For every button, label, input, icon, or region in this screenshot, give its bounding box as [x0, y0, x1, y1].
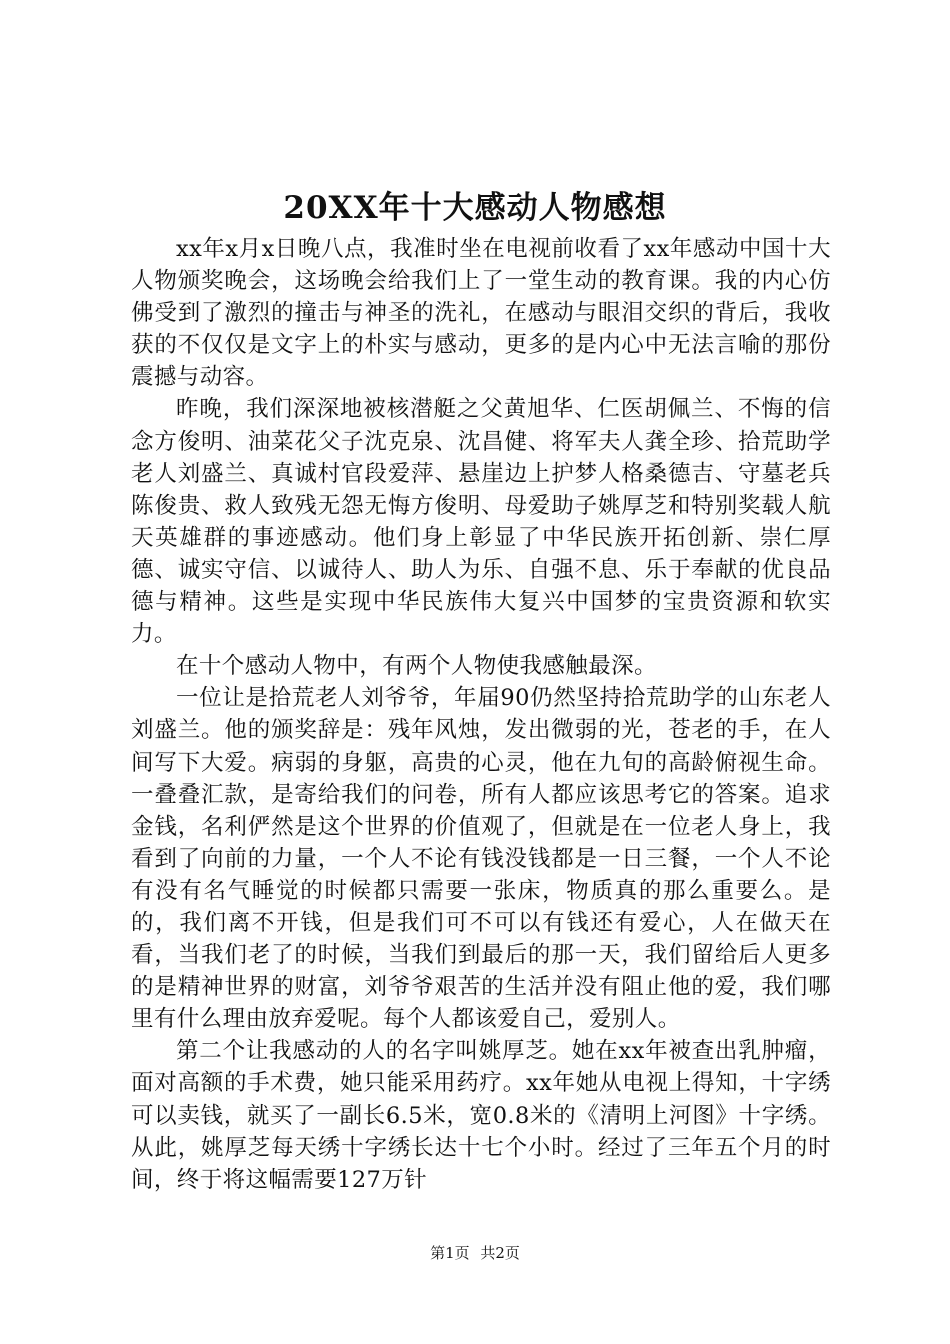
- paragraph-3: 在十个感动人物中，有两个人物使我感触最深。: [176, 653, 657, 680]
- page-total: 共2页: [480, 1244, 520, 1262]
- page-footer: [0, 1243, 950, 1263]
- paragraph-2: 昨晚，我们深深地被核潜艇之父黄旭华、仁医胡佩兰、不悔的信念方俊明、油菜花父子沈克泉、沈昌健、将军夫人龚全珍、拾荒助学老人刘盛兰、真诚村官段爱萍、悬崖边上护梦人格桑德吉、守墓老兵陈俊贵、救人致残无怨无悔方俊明、母爱助子姚厚芝和特别奖载人航天英雄群的事迹感动。他们身上彰显了中华民族开拓创新、崇仁厚德、诚实守信、以诚待人、助人为乐、自强不息、乐于奉献的优良品德与精神。这些是实现中华民族伟大复兴中国梦的宝贵资源和软实力。: [131, 396, 831, 648]
- page-number: 第1页: [430, 1244, 470, 1262]
- page-title: 20XX年十大感动人物感想: [283, 190, 667, 226]
- paragraph-4: 一位让是拾荒老人刘爷爷，年届90仍然坚持拾荒助学的山东老人刘盛兰。他的颁奖辞是：残年风烛，发出微弱的光，苍老的手，在人间写下大爱。病弱的身躯，高贵的心灵，他在九旬的高龄俯视生命。一叠叠汇款，是寄给我们的问卷，所有人都应该思考它的答案。追求金钱，名利俨然是这个世界的价值观了，但就是在一位老人身上，我看到了向前的力量，一个人不论有钱没钱都是一日三餐，一个人不论有没有名气睡觉的时候都只需要一张床，物质真的那么重要么。是的，我们离不开钱，但是我们可不可以有钱还有爱心，人在做天在看，当我们老了的时候，当我们到最后的那一天，我们留给后人更多的是精神世界的财富，刘爷爷艰苦的生活并没有阻止他的爱，我们哪里有什么理由放弃爱呢。每个人都该爱自己，爱别人。: [131, 685, 831, 1033]
- paragraph-5: 第二个让我感动的人的名字叫姚厚芝。她在xx年被查出乳肿瘤，面对高额的手术费，她只能采用药疗。xx年她从电视上得知，十字绣可以卖钱，就买了一副长6.5米，宽0.8米的《清明上河图》十字绣。从此，姚厚芝每天绣十字绣长达十七个小时。经过了三年五个月的时间，终于将这幅需要127万针: [131, 1038, 831, 1193]
- paragraph-1: xx年x月x日晚八点，我准时坐在电视前收看了xx年感动中国十大人物颁奖晚会，这场晚会给我们上了一堂生动的教育课。我的内心仿佛受到了激烈的撞击与神圣的洗礼，在感动与眼泪交织的背后，我收获的不仅仅是文字上的朴实与感动，更多的是内心中无法言喻的那份震撼与动容。: [131, 236, 831, 391]
- article-body: [131, 233, 831, 1196]
